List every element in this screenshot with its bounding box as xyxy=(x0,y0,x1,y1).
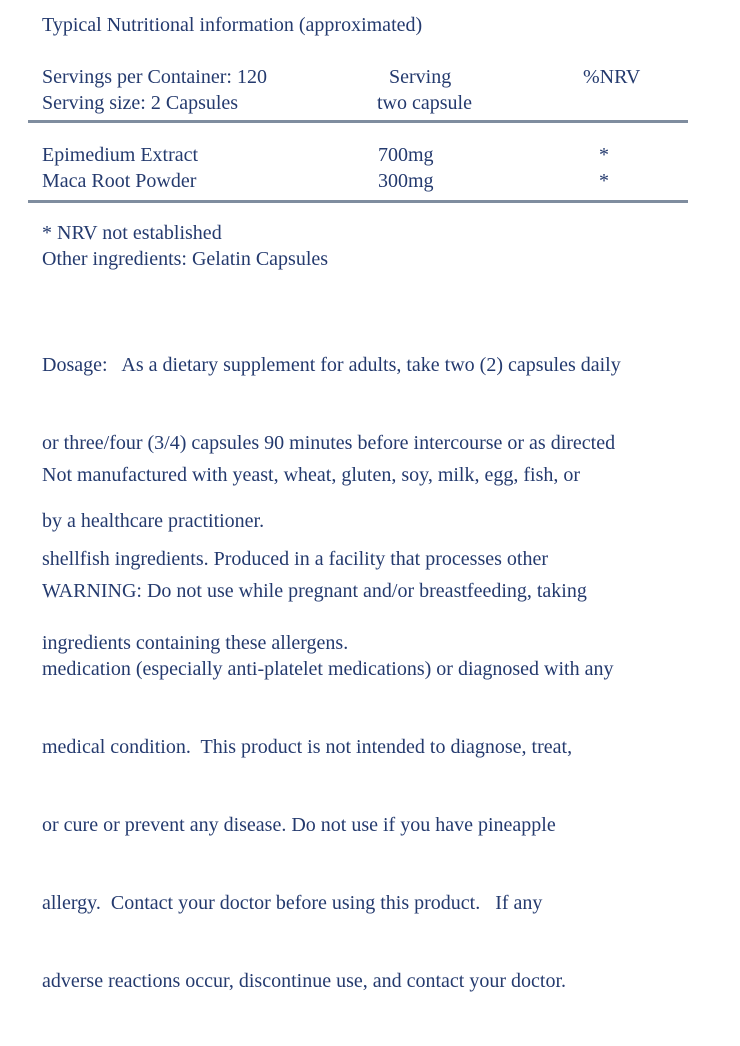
warning-line: allergy. Contact your doctor before using this product. If any xyxy=(42,892,543,914)
ingredient-nrv: * xyxy=(599,144,609,166)
warning-line: medical condition. This product is not intended to diagnose, treat, xyxy=(42,736,573,758)
warning-line: adverse reactions occur, discontinue use, and contact your doctor. xyxy=(42,970,567,992)
warning-paragraph xyxy=(42,526,613,1046)
ingredient-name: Maca Root Powder xyxy=(42,170,197,192)
dosage-line: or three/four (3/4) capsules 90 minutes before intercourse or as directed xyxy=(42,432,616,454)
dosage-line: by a healthcare practitioner. xyxy=(42,510,265,532)
ingredient-amount: 300mg xyxy=(378,170,434,192)
warning-line: or cure or prevent any disease. Do not use if you have pineapple xyxy=(42,814,556,836)
ingredients-divider xyxy=(28,200,688,203)
other-ingredients: Other ingredients: Gelatin Capsules xyxy=(42,248,329,270)
serving-column-title: Serving xyxy=(389,66,452,88)
serving-column-subtitle: two capsule xyxy=(377,92,472,114)
ingredient-name: Epimedium Extract xyxy=(42,144,199,166)
warning-line: WARNING: Do not use while pregnant and/or breastfeeding, taking xyxy=(42,580,587,602)
label-title: Typical Nutritional information (approximated) xyxy=(42,14,423,36)
allergen-line: ingredients containing these allergens. xyxy=(42,632,349,654)
servings-per-container: Servings per Container: 120 xyxy=(42,66,267,88)
ingredient-nrv: * xyxy=(599,170,609,192)
ingredient-amount: 700mg xyxy=(378,144,434,166)
allergen-line: Not manufactured with yeast, wheat, gluten, soy, milk, egg, fish, or xyxy=(42,464,581,486)
nrv-column-title: %NRV xyxy=(583,66,641,88)
allergen-line: shellfish ingredients. Produced in a facility that processes other xyxy=(42,548,548,570)
serving-size: Serving size: 2 Capsules xyxy=(42,92,239,114)
nrv-footnote: * NRV not established xyxy=(42,222,222,244)
dosage-line: Dosage: As a dietary supplement for adults, take two (2) capsules daily xyxy=(42,354,621,376)
warning-line: medication (especially anti-platelet medications) or diagnosed with any xyxy=(42,658,614,680)
header-divider xyxy=(28,120,688,123)
